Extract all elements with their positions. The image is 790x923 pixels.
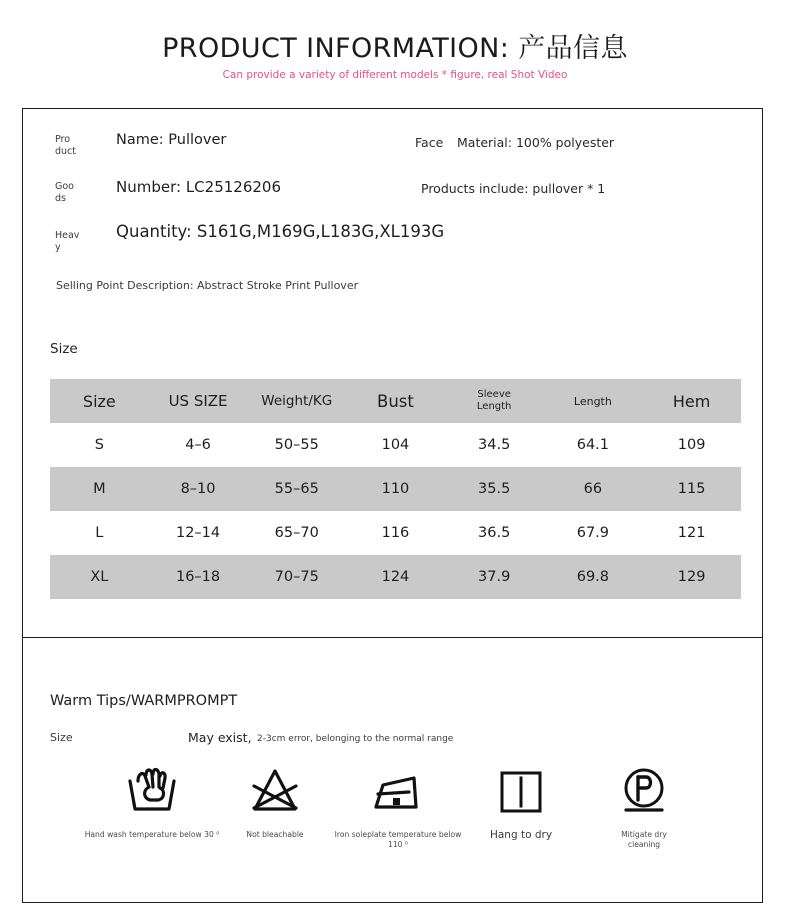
size-section-label: Size xyxy=(50,341,78,357)
heavy-label xyxy=(55,230,83,254)
cell-us-size: 16–18 xyxy=(175,569,221,585)
cell-bust: 110 xyxy=(381,481,410,497)
column-header-weight: Weight/KG xyxy=(261,393,333,409)
face-label: Face xyxy=(415,135,444,150)
cell-weight: 50–55 xyxy=(274,437,319,453)
column-header-bust: Bust xyxy=(377,391,414,411)
product-name-value: Name: Pullover xyxy=(116,132,227,148)
cell-us-size: 8–10 xyxy=(180,481,216,497)
goods-number-value: Number: LC25126206 xyxy=(116,178,281,196)
cell-bust: 124 xyxy=(381,569,410,585)
hand-wash-icon xyxy=(124,759,180,821)
hang-to-dry-icon xyxy=(496,759,546,821)
iron-low-heat-icon xyxy=(369,759,427,821)
hand-wash-caption: Hand wash temperature below 30 ⁰ xyxy=(84,830,220,839)
cell-bust: 116 xyxy=(381,525,410,541)
care-symbol-iron-low-heat xyxy=(334,759,462,850)
sleeve-header-line1: Sleeve xyxy=(477,389,511,400)
goods-label-line2: ds xyxy=(55,193,66,204)
care-symbol-hand-wash xyxy=(84,759,220,840)
cell-sleeve-length: 34.5 xyxy=(478,437,511,453)
goods-label xyxy=(55,181,83,205)
mild-dry-clean-caption-line1: Mitigate dry xyxy=(621,830,667,839)
cell-sleeve-length: 37.9 xyxy=(478,569,511,585)
cell-sleeve-length: 35.5 xyxy=(478,481,511,497)
column-header-us-size: US SIZE xyxy=(168,392,228,410)
quantity-value: Quantity: S161G,M169G,L183G,XL193G xyxy=(116,222,445,241)
cell-hem: 115 xyxy=(677,481,706,497)
cell-us-size: 4–6 xyxy=(185,437,211,453)
table-row xyxy=(50,423,741,467)
cell-size: XL xyxy=(90,569,109,585)
cell-weight: 70–75 xyxy=(274,569,319,585)
table-row xyxy=(50,555,741,599)
warm-tips-size-label: Size xyxy=(50,731,73,744)
product-label xyxy=(55,134,83,158)
heavy-label-line1: Heav xyxy=(55,230,80,241)
product-label-line1: Pro xyxy=(55,134,71,145)
cell-sleeve-length: 36.5 xyxy=(478,525,511,541)
hang-to-dry-caption: Hang to dry xyxy=(489,829,553,841)
product-information-card xyxy=(22,108,763,903)
products-include-value: Products include: pullover * 1 xyxy=(421,181,606,196)
do-not-bleach-caption: Not bleachable xyxy=(246,830,304,839)
column-header-length: Length xyxy=(573,394,612,408)
page-subtitle: Can provide a variety of different models * figure, real Shot Video xyxy=(222,69,568,81)
cell-bust: 104 xyxy=(381,437,410,453)
mild-dry-clean-caption-line2: cleaning xyxy=(627,840,661,849)
iron-low-heat-caption: Iron soleplate temperature below 110 ⁰ xyxy=(334,830,462,849)
care-symbol-hang-to-dry xyxy=(462,759,580,840)
cell-hem: 109 xyxy=(677,437,706,453)
size-chart-table xyxy=(50,379,741,599)
care-symbols-row xyxy=(84,759,703,850)
product-label-line2: duct xyxy=(55,146,76,157)
cell-hem: 121 xyxy=(677,525,706,541)
mild-dry-clean-icon xyxy=(617,759,671,821)
selling-point-description: Selling Point Description: Abstract Stroke Print Pullover xyxy=(56,279,359,292)
cell-length: 66 xyxy=(583,481,603,497)
cell-size: S xyxy=(94,437,104,453)
cell-hem: 129 xyxy=(677,569,706,585)
column-header-size: Size xyxy=(82,391,116,411)
do-not-bleach-icon xyxy=(247,759,303,821)
warm-tips-title: Warm Tips/WARMPROMPT xyxy=(50,693,238,709)
cell-length: 69.8 xyxy=(576,569,610,585)
care-symbol-mild-dry-clean xyxy=(585,759,703,850)
page-title: PRODUCT INFORMATION: 产品信息 xyxy=(162,33,628,64)
table-header-row xyxy=(50,379,741,423)
warm-tips-exist-label: May exist, xyxy=(188,730,252,745)
table-row xyxy=(50,467,741,511)
column-header-sleeve-length xyxy=(445,379,544,423)
material-value: Material: 100% polyester xyxy=(457,135,615,150)
cell-weight: 55–65 xyxy=(274,481,319,497)
cell-size: L xyxy=(95,525,104,541)
warm-tips-note: 2-3cm error, belonging to the normal range xyxy=(257,734,454,744)
cell-length: 64.1 xyxy=(576,437,610,453)
sleeve-header-line2: Length xyxy=(476,401,512,412)
mild-dry-clean-caption xyxy=(585,830,703,850)
column-header-hem: Hem xyxy=(672,391,711,411)
product-info-block xyxy=(23,109,762,637)
cell-weight: 65–70 xyxy=(274,525,319,541)
cell-length: 67.9 xyxy=(576,525,610,541)
section-divider xyxy=(23,637,762,638)
heavy-label-line2: y xyxy=(55,242,61,253)
cell-size: M xyxy=(93,481,106,497)
table-row xyxy=(50,511,741,555)
care-symbol-do-not-bleach xyxy=(216,759,334,840)
cell-us-size: 12–14 xyxy=(175,525,221,541)
goods-label-line1: Goo xyxy=(55,181,74,192)
